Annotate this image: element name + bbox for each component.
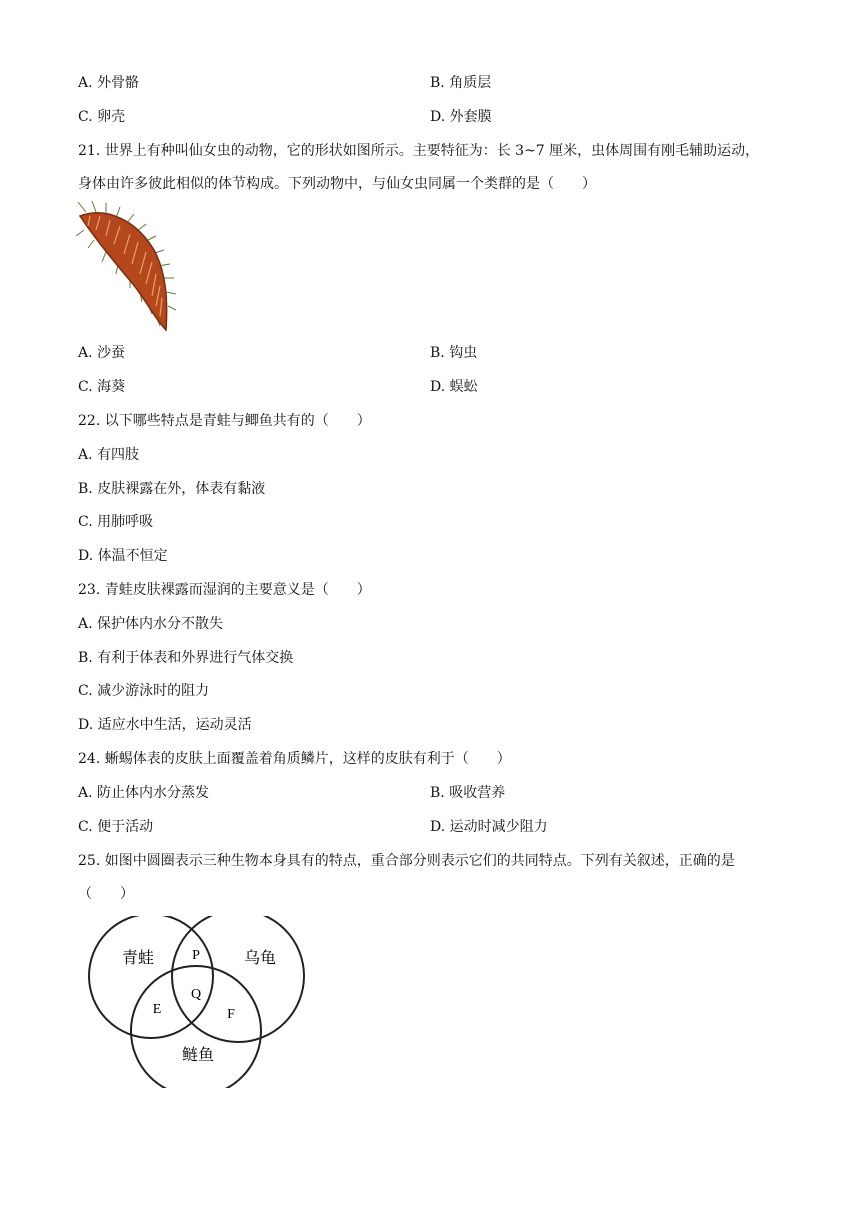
- q24-option-b: B. 吸收营养: [430, 785, 506, 801]
- turtle-label: 乌龟: [243, 950, 277, 967]
- nereid-worm-image: [76, 200, 176, 336]
- q22-option-c: C. 用肺呼吸: [78, 514, 154, 530]
- q20-option-a: A. 外骨骼: [78, 75, 140, 91]
- q24-option-d: D. 运动时减少阻力: [430, 819, 548, 835]
- q23-option-b: B. 有利于体表和外界进行气体交换: [78, 650, 294, 666]
- turtle-circle: [172, 916, 304, 1042]
- region-q-label: Q: [190, 987, 202, 1002]
- region-f-label: F: [227, 1007, 235, 1022]
- q23-option-a: A. 保护体内水分不散失: [78, 616, 224, 632]
- q22-stem: 22. 以下哪些特点是青蛙与鲫鱼共有的（ ）: [78, 413, 371, 429]
- q21-stem-line2: 身体由许多彼此相似的体节构成。下列动物中，与仙女虫同属一个类群的是（ ）: [78, 176, 596, 192]
- q24-option-a: A. 防止体内水分蒸发: [78, 785, 210, 801]
- q21-option-c: C. 海葵: [78, 379, 126, 395]
- q25-stem-line1: 25. 如图中圆圈表示三种生物本身具有的特点，重合部分则表示它们的共同特点。下列有关叙述，正确的是: [78, 853, 735, 869]
- q23-stem: 23. 青蛙皮肤裸露而湿润的主要意义是（ ）: [78, 582, 371, 598]
- q22-option-a: A. 有四肢: [78, 447, 140, 463]
- q21-stem-line1: 21. 世界上有种叫仙女虫的动物，它的形状如图所示。主要特征为：长 3~7 厘米，虫体周围有刚毛辅助运动，: [78, 143, 760, 159]
- q25-stem-line2: （ ）: [78, 886, 134, 902]
- q20-option-b: B. 角质层: [430, 75, 492, 91]
- region-p-label: P: [192, 948, 200, 963]
- frog-circle: [89, 916, 213, 1038]
- frog-label: 青蛙: [121, 950, 155, 967]
- region-e-label: E: [152, 1002, 162, 1017]
- q24-option-c: C. 便于活动: [78, 819, 154, 835]
- worm-body: [80, 213, 167, 330]
- q20-option-c: C. 卵壳: [78, 109, 126, 125]
- q23-option-d: D. 适应水中生活，运动灵活: [78, 717, 252, 733]
- q22-option-d: D. 体温不恒定: [78, 548, 168, 564]
- q23-option-c: C. 减少游泳时的阻力: [78, 683, 210, 699]
- fish-label: 鲢鱼: [181, 1047, 215, 1064]
- q22-option-b: B. 皮肤裸露在外，体表有黏液: [78, 481, 266, 497]
- q21-option-b: B. 钩虫: [430, 345, 478, 361]
- q20-option-d: D. 外套膜: [430, 109, 492, 125]
- q24-stem: 24. 蜥蜴体表的皮肤上面覆盖着角质鳞片，这样的皮肤有利于（ ）: [78, 751, 511, 767]
- q21-option-d: D. 蜈蚣: [430, 379, 478, 395]
- q21-option-a: A. 沙蚕: [78, 345, 126, 361]
- venn-diagram: [86, 916, 308, 1088]
